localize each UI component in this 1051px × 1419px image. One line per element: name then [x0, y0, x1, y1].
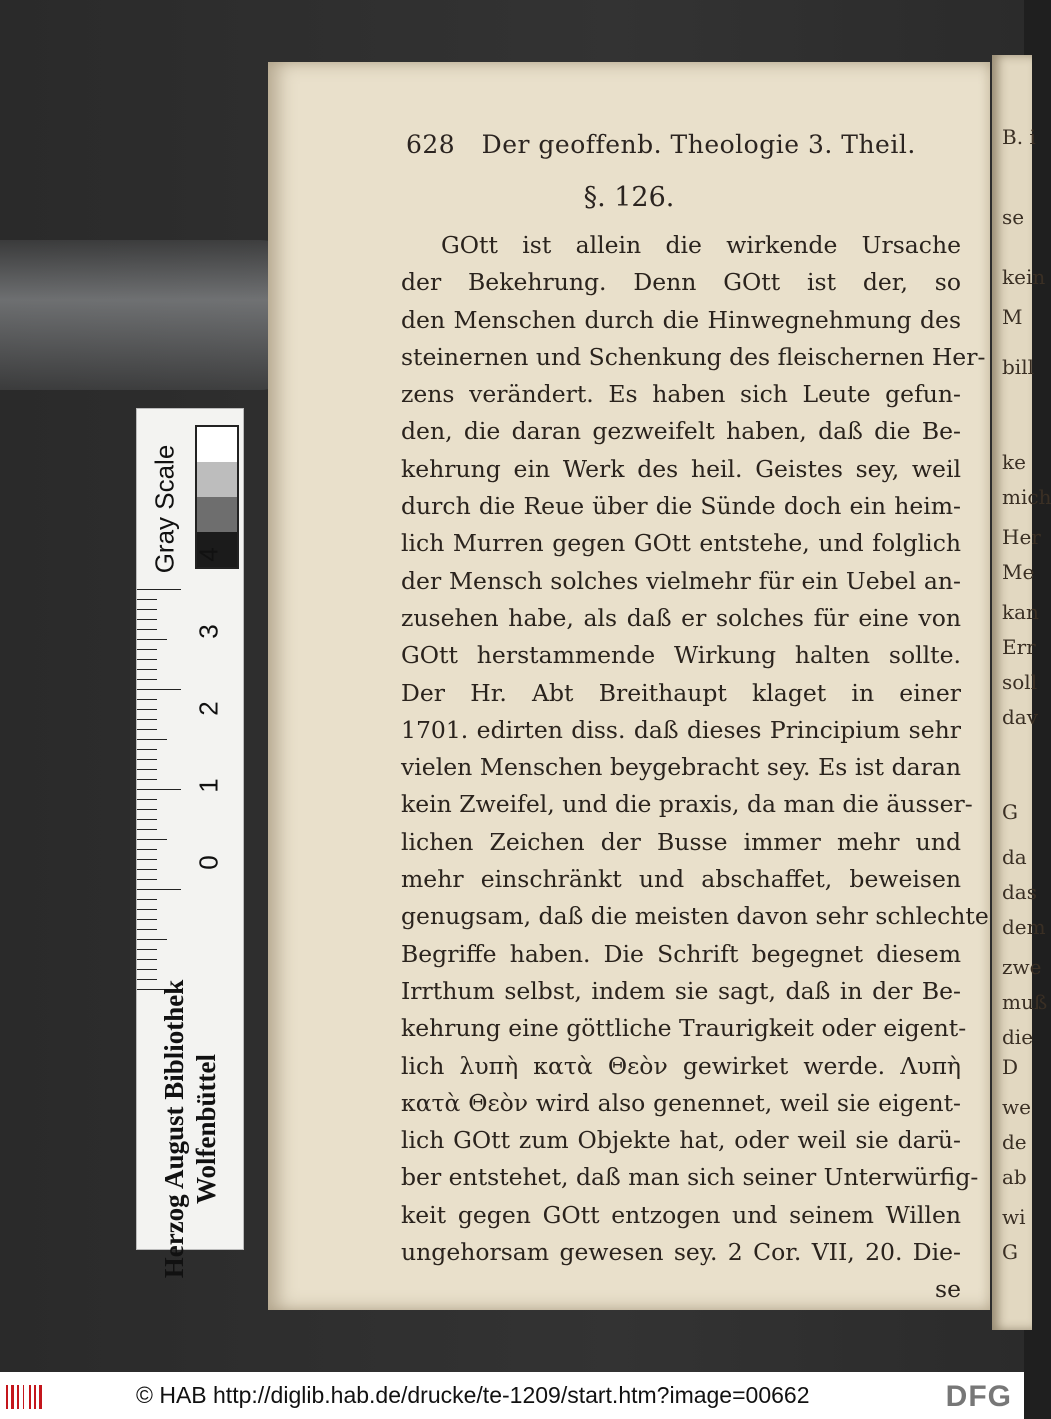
text-line: der Mensch solches vielmehr für ein Uebel an-	[401, 566, 961, 595]
next-page-fragment: kein	[1002, 265, 1046, 289]
next-page-fragment: de	[1002, 1130, 1027, 1154]
text-line: Irrthum selbst, indem sie sagt, daß in der Be-	[401, 976, 961, 1005]
ruler-tick	[137, 829, 157, 830]
ruler-tick	[137, 769, 157, 770]
ruler-number-text: 0	[193, 855, 224, 870]
text-line: kein Zweifel, und die praxis, da man die äusser-	[401, 790, 973, 819]
ruler-tick	[137, 739, 167, 740]
library-line-1: Herzog August Bibliothek	[159, 979, 189, 1279]
text-line: zens verändert. Es haben sich Leute gefun-	[401, 380, 961, 409]
ruler-tick	[137, 919, 157, 920]
footer-bar	[0, 1372, 1024, 1419]
ruler-tick	[137, 609, 157, 610]
ruler-tick	[137, 959, 157, 960]
running-title: Der geoffenb. Theologie 3. Theil.	[481, 130, 916, 159]
ruler-tick	[137, 639, 167, 640]
barcode-stripe	[17, 1385, 19, 1409]
next-page-fragment: dem	[1002, 915, 1046, 939]
ruler-number-text: 2	[193, 701, 224, 716]
next-page-fragment: D	[1002, 1055, 1019, 1079]
page-body	[401, 227, 989, 1309]
next-page-fragment: muß	[1002, 990, 1048, 1014]
ruler-tick	[137, 859, 157, 860]
ruler-number-text: 4	[193, 547, 224, 562]
gray-scale-text: Gray Scale	[149, 444, 180, 574]
ruler-ticks	[137, 589, 197, 1009]
ruler-tick	[137, 679, 157, 680]
ruler-tick	[137, 599, 157, 600]
ruler-tick	[137, 789, 181, 790]
text-line: keit gegen GOtt entzogen und seinem Willen	[401, 1200, 961, 1229]
ruler-tick	[137, 949, 157, 950]
ruler-tick	[137, 659, 157, 660]
next-page-fragment: bill	[1002, 355, 1034, 379]
gray-swatch	[197, 462, 237, 497]
glass-platen	[0, 240, 300, 390]
ruler-tick	[137, 619, 157, 620]
barcode-stripe	[39, 1385, 42, 1409]
next-page-fragment: zwe	[1002, 955, 1042, 979]
next-page-fragment: soll	[1002, 670, 1038, 694]
page-number: 628	[406, 130, 456, 159]
ruler-tick	[137, 939, 167, 940]
ruler-tick	[137, 849, 157, 850]
next-page-edge	[992, 55, 1051, 1330]
ruler-tick	[137, 929, 157, 930]
dfg-logo: DFG	[945, 1380, 1012, 1413]
ruler-tick	[137, 689, 181, 690]
ruler-tick	[137, 979, 157, 980]
ruler-tick	[137, 969, 157, 970]
next-page-fragment: G	[1002, 800, 1018, 824]
ruler-number	[189, 770, 229, 800]
text-line: se	[935, 1275, 961, 1304]
text-line: lich λυπὴ κατὰ Θεὸν gewirket werde. Λυπὴ	[401, 1051, 961, 1080]
ruler-tick	[137, 589, 181, 590]
next-page-fragment: ke	[1002, 450, 1026, 474]
copyright-link[interactable]: © HAB http://diglib.hab.de/drucke/te-1209/start.htm?image=00662	[136, 1382, 810, 1408]
text-line: lich GOtt zum Objekte hat, oder weil sie darü-	[401, 1126, 961, 1155]
text-line: GOtt ist allein die wirkende Ursache	[441, 231, 961, 259]
next-page-fragment: Her	[1002, 525, 1041, 549]
ruler-tick	[137, 699, 157, 700]
ruler-tick	[137, 749, 157, 750]
text-line: 1701. edirten diss. daß dieses Principium sehr	[401, 715, 961, 744]
barcode-stripe	[6, 1385, 8, 1409]
text-line: lichen Zeichen der Busse immer mehr und	[401, 827, 961, 856]
text-line: Der Hr. Abt Breithaupt klaget in einer	[401, 678, 961, 707]
text-line: κατὰ Θεὸν wird also genennet, weil sie eigent-	[401, 1088, 961, 1117]
ruler-tick	[137, 819, 157, 820]
text-line: ungehorsam gewesen sey. 2 Cor. VII, 20. Die-	[401, 1238, 961, 1267]
ruler-tick	[137, 799, 157, 800]
text-line: Begriffe haben. Die Schrift begegnet diesem	[401, 939, 961, 968]
next-page-fragment: se	[1002, 205, 1025, 229]
library-line-2: Wolfenbüttel	[191, 1054, 221, 1205]
ruler-tick	[137, 709, 157, 710]
ruler-tick	[137, 779, 157, 780]
text-line: zusehen habe, als daß er solches für eine von	[401, 603, 961, 632]
ruler-tick	[137, 649, 157, 650]
ruler-number-text: 1	[193, 778, 224, 793]
gray-swatch	[197, 497, 237, 532]
barcode-stripe	[34, 1385, 36, 1409]
text-line: den, die daran gezweifelt haben, daß die Be-	[401, 417, 961, 446]
next-page-fragment: Me	[1002, 560, 1035, 584]
next-page-fragment: kan	[1002, 600, 1039, 624]
text-line: den Menschen durch die Hinwegnehmung des	[401, 305, 961, 334]
ruler-number	[189, 616, 229, 646]
next-page-fragment: we	[1002, 1095, 1031, 1119]
running-header	[406, 130, 916, 159]
next-page-fragment: G	[1002, 1240, 1018, 1264]
gray-scale-label	[145, 429, 185, 589]
next-page-fragment: da	[1002, 845, 1027, 869]
ruler-tick	[137, 839, 167, 840]
next-page-fragment: Err	[1002, 635, 1036, 659]
gray-scale-ruler	[136, 408, 244, 1279]
next-page-fragment: dav	[1002, 705, 1039, 729]
barcode-stripe	[11, 1385, 14, 1409]
ruler-tick	[137, 809, 157, 810]
barcode-stripe	[29, 1385, 31, 1409]
gray-swatch	[197, 427, 237, 462]
ruler-tick	[137, 729, 157, 730]
next-page-fragment: ab	[1002, 1165, 1027, 1189]
text-line: steinernen und Schenkung des fleischernen Her-	[401, 342, 986, 371]
ruler-tick	[137, 629, 157, 630]
ruler-tick	[137, 899, 157, 900]
text-line: genugsam, daß die meisten davon sehr schlechte	[401, 902, 989, 931]
ruler-number	[189, 693, 229, 723]
text-line: lich Murren gegen GOtt entstehe, und folglich	[401, 529, 961, 558]
text-line: kehrung ein Werk des heil. Geistes sey, weil	[401, 454, 961, 483]
next-page-fragment: M	[1002, 305, 1023, 329]
text-line: mehr einschränkt und abschaffet, beweisen	[401, 865, 961, 894]
next-page-fragment: die	[1002, 1025, 1034, 1049]
barcode-stripe	[23, 1385, 24, 1409]
next-page-fragment: das	[1002, 880, 1037, 904]
section-heading: §. 126.	[583, 182, 675, 213]
library-name	[137, 979, 243, 1279]
book-page	[268, 62, 990, 1310]
ruler-tick	[137, 719, 157, 720]
text-line: ber entstehet, daß man sich seiner Unterwürfig-	[401, 1163, 979, 1192]
ruler-tick	[137, 869, 157, 870]
text-line: der Bekehrung. Denn GOtt ist der, so	[401, 268, 961, 297]
ruler-tick	[137, 879, 157, 880]
ruler-tick	[137, 889, 181, 890]
ruler-number	[189, 847, 229, 877]
ruler-number	[189, 539, 229, 569]
text-line: GOtt herstammende Wirkung halten sollte.	[401, 641, 961, 670]
next-page-fragment: mich	[1002, 485, 1051, 509]
ruler-tick	[137, 759, 157, 760]
barcode-icon	[6, 1385, 46, 1409]
ruler-number-text: 3	[193, 624, 224, 639]
text-line: kehrung eine göttliche Traurigkeit oder eigent-	[401, 1014, 967, 1043]
ruler-tick	[137, 909, 157, 910]
ruler-tick	[137, 669, 157, 670]
text-line: vielen Menschen beygebracht sey. Es ist daran	[401, 753, 961, 782]
text-line: durch die Reue über die Sünde doch ein heim-	[401, 492, 961, 521]
next-page-fragment: B. i	[1002, 125, 1036, 149]
next-page-fragment: wi	[1002, 1205, 1026, 1229]
